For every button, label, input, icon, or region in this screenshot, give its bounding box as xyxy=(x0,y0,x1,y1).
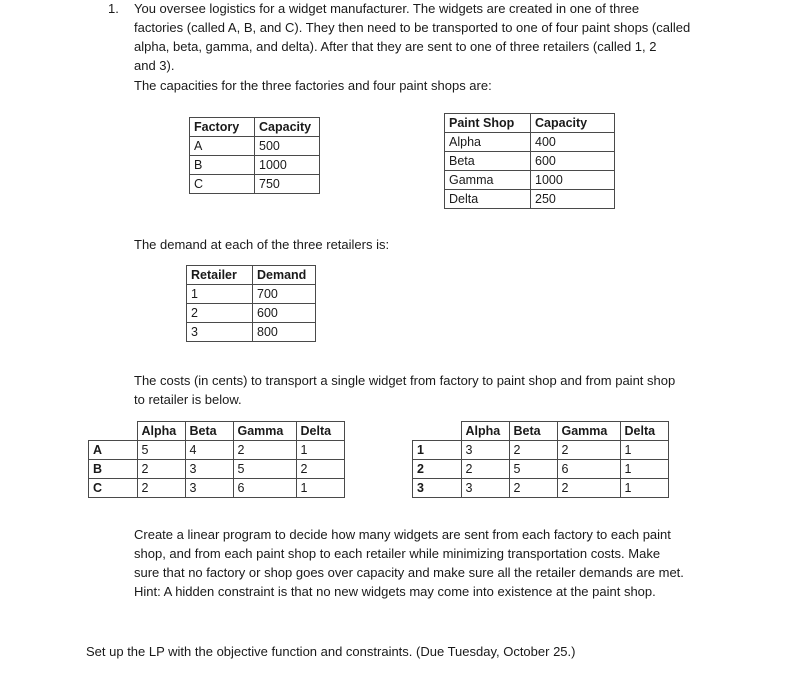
table-cell: 2 xyxy=(509,479,557,498)
table-cell: 3 xyxy=(461,441,509,460)
table-cell: 1 xyxy=(187,285,253,304)
table-header: Gamma xyxy=(233,422,296,441)
table-row xyxy=(190,137,320,156)
table-header: Alpha xyxy=(461,422,509,441)
table-cell: Beta xyxy=(445,152,531,171)
table-header: Delta xyxy=(620,422,668,441)
table-row xyxy=(413,441,669,460)
table-cell: 2 xyxy=(137,479,185,498)
table-cell: 6 xyxy=(233,479,296,498)
intro-line-4: and 3). xyxy=(134,58,175,73)
table-row xyxy=(187,266,316,285)
table-cell: 3 xyxy=(185,460,233,479)
table-header: Beta xyxy=(509,422,557,441)
paint-shop-capacity-table xyxy=(444,113,615,209)
due-note: Set up the LP with the objective function and constraints. (Due Tuesday, October 25.) xyxy=(86,644,576,659)
table-cell: 700 xyxy=(253,285,316,304)
table-header: Retailer xyxy=(187,266,253,285)
table-cell: 250 xyxy=(531,190,615,209)
table-cell: 1 xyxy=(296,441,344,460)
row-label: A xyxy=(89,441,138,460)
table-cell: 2 xyxy=(557,441,620,460)
table-row xyxy=(89,441,345,460)
table-cell: 3 xyxy=(461,479,509,498)
table-header: Beta xyxy=(185,422,233,441)
table-cell: 600 xyxy=(253,304,316,323)
task-line-2: shop, and from each paint shop to each retailer while minimizing transportation costs. Make xyxy=(134,546,661,561)
intro-line-2: factories (called A, B, and C). They then need to be transported to one of four paint shops (called xyxy=(134,20,691,35)
table-row xyxy=(445,190,615,209)
table-cell: 750 xyxy=(255,175,320,194)
table-header: Gamma xyxy=(557,422,620,441)
table-header: Capacity xyxy=(255,118,320,137)
intro-line-3: alpha, beta, gamma, and delta). After that they are sent to one of three retailers (called 1, 2 xyxy=(134,39,657,54)
table-cell: 1 xyxy=(296,479,344,498)
table-cell: 5 xyxy=(137,441,185,460)
task-line-4: Hint: A hidden constraint is that no new widgets may come into existence at the paint shop. xyxy=(134,584,656,599)
capacities-intro: The capacities for the three factories and four paint shops are: xyxy=(134,78,492,93)
table-row xyxy=(187,304,316,323)
table-header: Demand xyxy=(253,266,316,285)
row-label: B xyxy=(89,460,138,479)
table-row xyxy=(413,422,669,441)
table-cell: 5 xyxy=(509,460,557,479)
factory-capacity-table xyxy=(189,117,320,194)
table-row xyxy=(413,479,669,498)
table-cell: 2 xyxy=(461,460,509,479)
table-row xyxy=(89,479,345,498)
table-cell: 2 xyxy=(233,441,296,460)
problem-number: 1. xyxy=(108,1,119,16)
table-row xyxy=(413,460,669,479)
task-line-1: Create a linear program to decide how many widgets are sent from each factory to each paint xyxy=(134,527,671,542)
row-label: 1 xyxy=(413,441,462,460)
table-row xyxy=(445,171,615,190)
table-header: Delta xyxy=(296,422,344,441)
table-row xyxy=(190,156,320,175)
demand-intro: The demand at each of the three retailers is: xyxy=(134,237,390,252)
table-cell: 3 xyxy=(185,479,233,498)
table-row xyxy=(190,118,320,137)
table-cell: 1 xyxy=(620,479,668,498)
table-cell: 1000 xyxy=(531,171,615,190)
table-header: Alpha xyxy=(137,422,185,441)
table-cell: 5 xyxy=(233,460,296,479)
cost-intro-line-2: to retailer is below. xyxy=(134,392,242,407)
table-cell: Delta xyxy=(445,190,531,209)
table-cell: 2 xyxy=(509,441,557,460)
table-row xyxy=(445,133,615,152)
factory-to-paint-shop-cost-table xyxy=(88,421,345,498)
table-cell: C xyxy=(190,175,255,194)
table-row xyxy=(89,422,345,441)
intro-line-1: You oversee logistics for a widget manufacturer. The widgets are created in one of three xyxy=(134,1,640,16)
table-header xyxy=(413,422,462,441)
table-cell: Gamma xyxy=(445,171,531,190)
task-line-3: sure that no factory or shop goes over capacity and make sure all the retailer demands are met. xyxy=(134,565,684,580)
table-cell: A xyxy=(190,137,255,156)
table-header: Paint Shop xyxy=(445,114,531,133)
table-row xyxy=(190,175,320,194)
table-cell: 2 xyxy=(187,304,253,323)
retailer-demand-table xyxy=(186,265,316,342)
cost-intro-line-1: The costs (in cents) to transport a single widget from factory to paint shop and from paint shop xyxy=(134,373,676,388)
table-header: Capacity xyxy=(531,114,615,133)
table-cell: 2 xyxy=(296,460,344,479)
table-cell: 500 xyxy=(255,137,320,156)
table-cell: 400 xyxy=(531,133,615,152)
row-label: 3 xyxy=(413,479,462,498)
table-cell: 4 xyxy=(185,441,233,460)
paint-shop-to-retailer-cost-table xyxy=(412,421,669,498)
table-row xyxy=(187,285,316,304)
row-label: 2 xyxy=(413,460,462,479)
table-cell: 1000 xyxy=(255,156,320,175)
table-cell: 800 xyxy=(253,323,316,342)
table-cell: Alpha xyxy=(445,133,531,152)
table-cell: B xyxy=(190,156,255,175)
table-header: Factory xyxy=(190,118,255,137)
table-cell: 2 xyxy=(137,460,185,479)
table-row xyxy=(89,460,345,479)
table-cell: 600 xyxy=(531,152,615,171)
table-cell: 1 xyxy=(620,460,668,479)
table-row xyxy=(445,114,615,133)
table-header xyxy=(89,422,138,441)
table-cell: 2 xyxy=(557,479,620,498)
table-cell: 3 xyxy=(187,323,253,342)
table-row xyxy=(187,323,316,342)
row-label: C xyxy=(89,479,138,498)
table-cell: 6 xyxy=(557,460,620,479)
table-row xyxy=(445,152,615,171)
table-cell: 1 xyxy=(620,441,668,460)
